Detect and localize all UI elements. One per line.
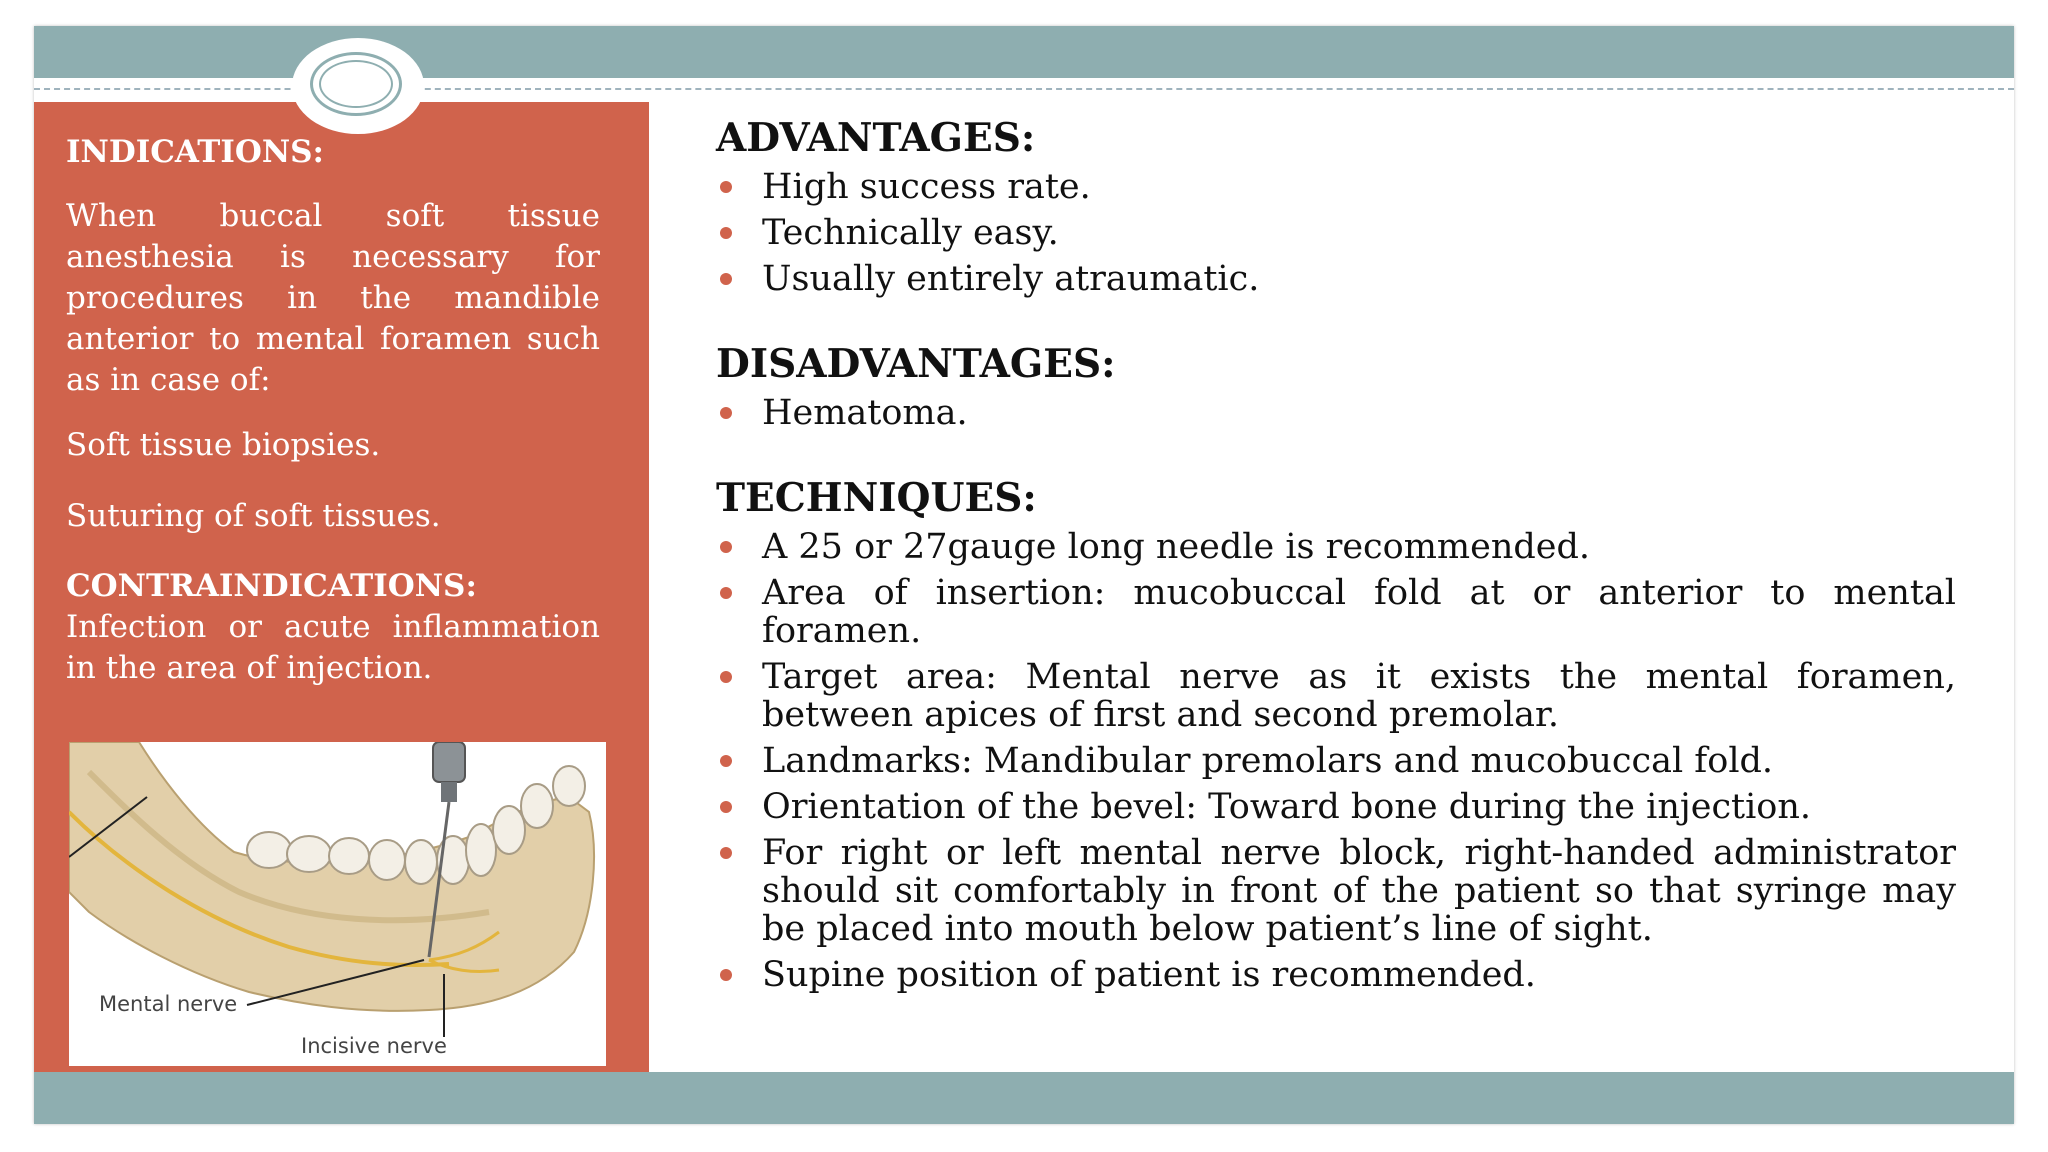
bottom-band bbox=[34, 1072, 2014, 1124]
techniques-heading: TECHNIQUES: bbox=[716, 475, 1037, 521]
list-item: Hematoma. bbox=[716, 394, 1956, 432]
contraindications-heading: CONTRAINDICATIONS: bbox=[66, 568, 477, 604]
disadvantages-list bbox=[716, 394, 1956, 432]
list-item: Supine position of patient is recommended. bbox=[716, 956, 1956, 994]
list-item: Technically easy. bbox=[716, 214, 1956, 252]
list-item: Orientation of the bevel: Toward bone during the injection. bbox=[716, 788, 1956, 826]
list-item: For right or left mental nerve block, right-handed administrator should sit comfortably in front of the patient so that syringe may be placed into mouth below patient’s line of sight. bbox=[716, 834, 1956, 948]
advantages-list bbox=[716, 168, 1956, 298]
incisive-nerve-label: Incisive nerve bbox=[301, 1034, 447, 1058]
slide bbox=[34, 26, 2014, 1124]
ornament-ring bbox=[310, 52, 402, 116]
left-panel bbox=[34, 102, 649, 1072]
indication-item: Suturing of soft tissues. bbox=[66, 498, 441, 534]
ornament-ring-inner bbox=[319, 60, 393, 108]
list-item: Usually entirely atraumatic. bbox=[716, 260, 1956, 298]
mandible-illustration bbox=[69, 742, 606, 1066]
mental-nerve-label: Mental nerve bbox=[99, 992, 238, 1016]
contraindications-text: Infection or acute inflammation in the area of injection. bbox=[66, 609, 600, 686]
ornament-circle bbox=[292, 38, 424, 134]
list-item: Target area: Mental nerve as it exists the mental foramen, between apices of first and second premolar. bbox=[716, 658, 1956, 734]
list-item: Area of insertion: mucobuccal fold at or anterior to mental foramen. bbox=[716, 574, 1956, 650]
advantages-heading: ADVANTAGES: bbox=[716, 115, 1036, 161]
disadvantages-heading: DISADVANTAGES: bbox=[716, 341, 1116, 387]
list-item: Landmarks: Mandibular premolars and mucobuccal fold. bbox=[716, 742, 1956, 780]
indications-heading: INDICATIONS: bbox=[66, 134, 324, 170]
mandible-drawing bbox=[69, 742, 606, 1066]
left-text bbox=[66, 132, 600, 689]
techniques-list bbox=[716, 528, 1956, 994]
right-content bbox=[716, 116, 1956, 1002]
indication-item: Soft tissue biopsies. bbox=[66, 427, 381, 463]
list-item: A 25 or 27gauge long needle is recommended. bbox=[716, 528, 1956, 566]
list-item: High success rate. bbox=[716, 168, 1956, 206]
indications-text: When buccal soft tissue anesthesia is necessary for procedures in the mandible anterior to mental foramen such as in case of: bbox=[66, 198, 600, 398]
